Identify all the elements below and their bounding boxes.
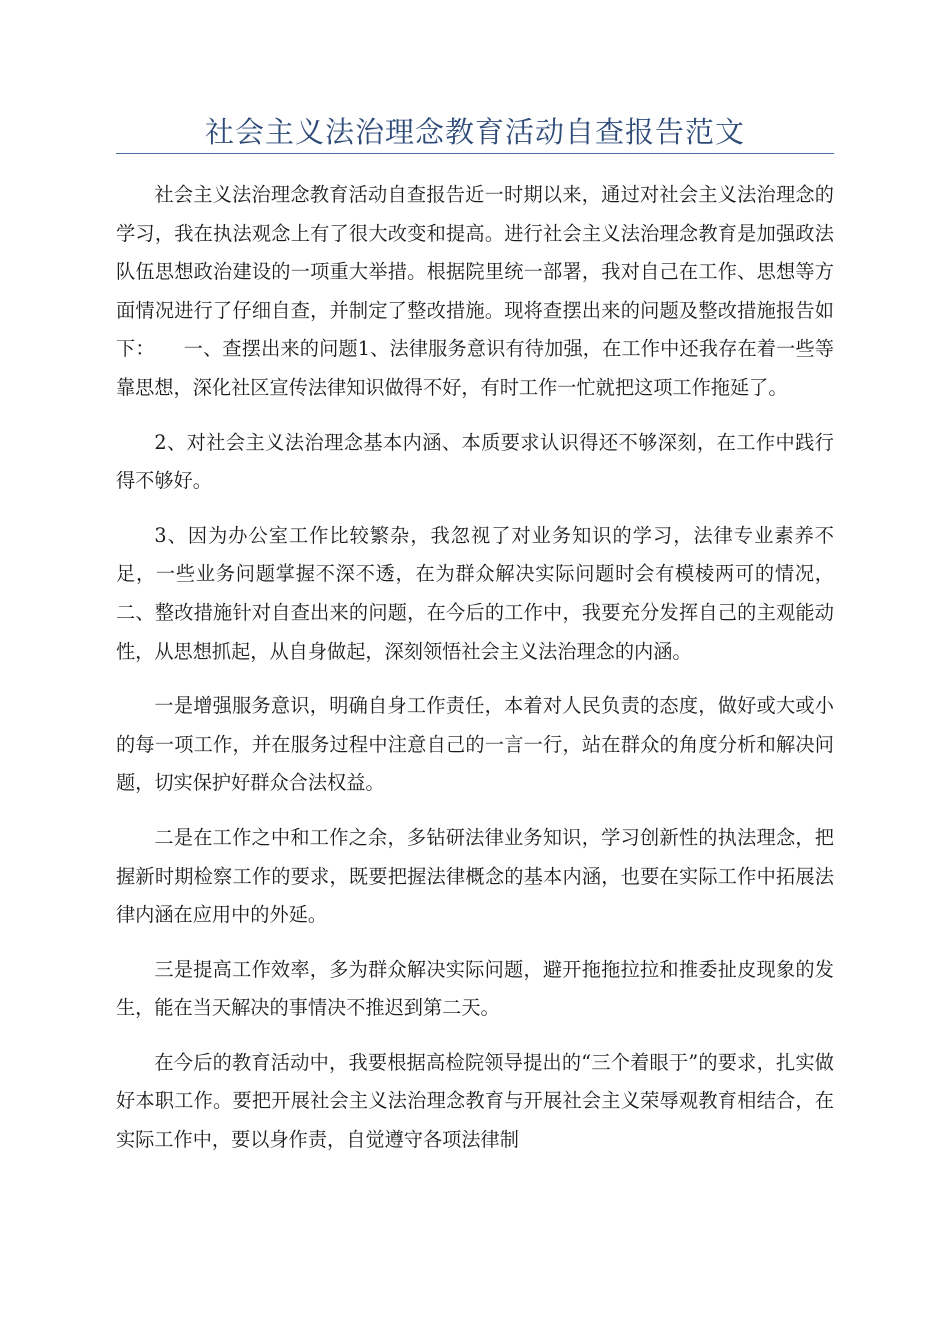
paragraph-1: 社会主义法治理念教育活动自查报告近一时期以来，通过对社会主义法治理念的学习，我在执法观念上有了很大改变和提高。进行社会主义法治理念教育是加强政法队伍思想政治建设的一项重大举措。根据院里统一部署，我对自己在工作、思想等方面情况进行了仔细自查，并制定了整改措施。现将查摆出来的问题及整改措施报告如下： 一、查摆出来的问题1、法律服务意识有待加强，在工作中还我存在着一些等靠思想，深化社区宣传法律知识做得不好，有时工作一忙就把这项工作拖延了。 [116, 183, 834, 399]
paragraph-4: 一是增强服务意识，明确自身工作责任，本着对人民负责的态度，做好或大或小的每一项工作，并在服务过程中注意自己的一言一行，站在群众的角度分析和解决问题，切实保护好群众合法权益。 [116, 694, 834, 795]
paragraph-5: 二是在工作之中和工作之余，多钻研法律业务知识，学习创新性的执法理念，把握新时期检察工作的要求，既要把握法律概念的基本内涵，也要在实际工作中拓展法律内涵在应用中的外延。 [116, 825, 834, 927]
title-underline [116, 153, 834, 154]
paragraph-2: 2、对社会主义法治理念基本内涵、本质要求认识得还不够深刻，在工作中践行得不够好。 [116, 430, 834, 493]
paragraph-7: 在今后的教育活动中，我要根据高检院领导提出的“三个着眼于”的要求，扎实做好本职工作。要把开展社会主义法治理念教育与开展社会主义荣辱观教育相结合，在实际工作中，要以身作责，自觉遵守各项法律制 [116, 1050, 834, 1152]
document-body [116, 176, 834, 1176]
paragraph-6: 三是提高工作效率，多为群众解决实际问题，避开拖拖拉拉和推委扯皮现象的发生，能在当天解决的事情决不推迟到第二天。 [116, 957, 834, 1020]
paragraph-3: 3、因为办公室工作比较繁杂，我忽视了对业务知识的学习，法律专业素养不足，一些业务问题掌握不深不透，在为群众解决实际问题时会有模棱两可的情况，二、整改措施针对自查出来的问题，在今后的工作中，我要充分发挥自己的主观能动性，从思想抓起，从自身做起，深刻领悟社会主义法治理念的内涵。 [116, 523, 834, 663]
document-title: 社会主义法治理念教育活动自查报告范文 [204, 115, 745, 149]
